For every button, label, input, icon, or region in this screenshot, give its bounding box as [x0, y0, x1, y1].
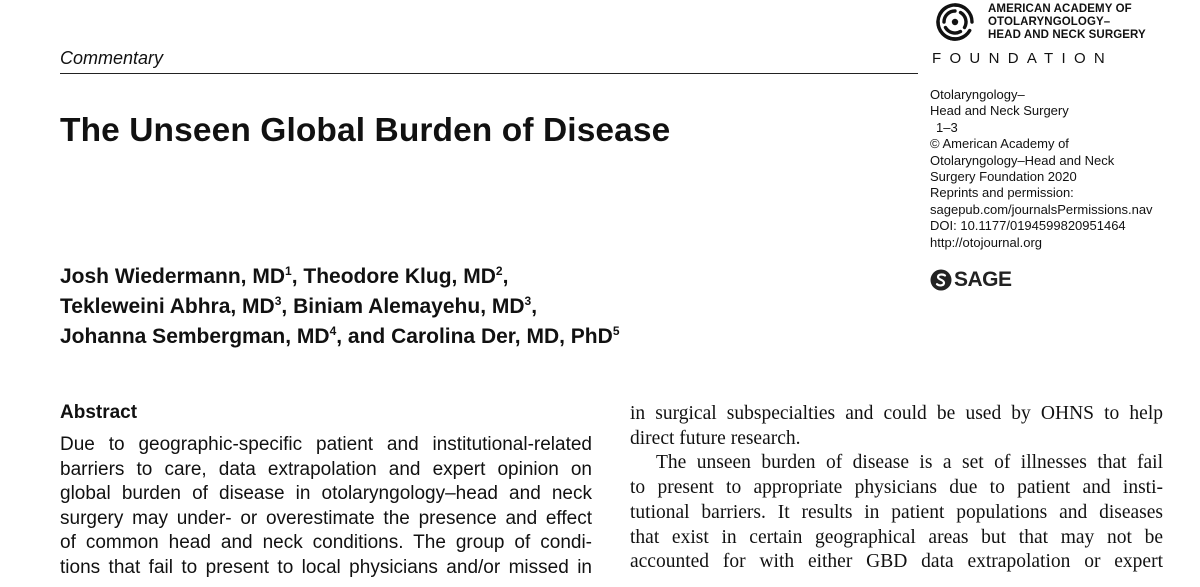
abstract-line: of common head and neck conditions. The group of condi- — [60, 532, 592, 553]
abstract-line: barriers to care, data extrapolation and expert opinion on — [60, 458, 592, 480]
author-name: Johanna Sembergman, MD — [60, 325, 330, 348]
abstract-heading: Abstract — [60, 402, 138, 423]
author-affiliation: 3 — [274, 294, 282, 308]
author-affiliation: 4 — [329, 324, 337, 338]
org-name-line: OTOLARYNGOLOGY– — [988, 16, 1111, 28]
body-line: accounted for with either GBD data extrapolation or expert — [630, 551, 1163, 573]
abstract-line: surgery may under- or overestimate the presence and effect — [60, 507, 592, 529]
author-name: Josh Wiedermann, MD — [60, 265, 286, 288]
copyright-line: Otolaryngology–Head and Neck — [930, 152, 1115, 168]
permissions-link[interactable]: sagepub.com/journalsPermissions.nav — [930, 201, 1153, 217]
body-line: The unseen burden of disease is a set of illnesses that fail — [656, 452, 1163, 474]
author-name: Tekleweini Abhra, MD — [60, 295, 275, 318]
author-name: Carolina Der, MD, PhD — [391, 325, 613, 348]
copyright-line: Surgery Foundation 2020 — [930, 169, 1077, 185]
author-line: Johanna Sembergman, $MD^4$, and Carolina Der, MD, PhD$^5$ — [60, 324, 620, 348]
body-line: that exist in certain geographical areas but that may not be — [630, 526, 1163, 548]
foundation-wordmark: FOUNDATION — [932, 50, 1114, 67]
abstract-text — [60, 433, 592, 580]
author-name: Biniam Alemayehu, MD — [293, 295, 525, 318]
organization-name — [988, 3, 1198, 42]
body-line: tutional barriers. It results in patient populations and diseases — [630, 501, 1163, 523]
page-range: 1–3 — [936, 119, 958, 135]
body-line: to present to appropriate physicians due to patient and insti- — [630, 477, 1163, 499]
article-title: The Unseen Global Burden of Disease — [60, 112, 671, 149]
body-text-column — [630, 402, 1163, 575]
author-line: Tekleweini Abhra, $MD^3$, Biniam Alemayehu, $MD^3$, — [60, 294, 538, 318]
body-line: direct future research. — [630, 427, 801, 449]
abstract-line: Due to geographic-specific patient and institutional-related — [60, 434, 592, 455]
sage-publisher-logo — [930, 268, 1012, 292]
aao-hns-swirl-logo-icon — [930, 0, 980, 44]
sage-s-circle-icon — [930, 269, 952, 291]
copyright-line: © American Academy of — [930, 136, 1069, 152]
author-affiliation: 1 — [285, 264, 292, 278]
author-affiliation: 2 — [495, 264, 503, 278]
sage-wordmark: SAGE — [954, 268, 1012, 291]
journal-name-line: Head and Neck Surgery — [930, 103, 1069, 119]
author-list — [60, 262, 620, 352]
abstract-line: tions that fail to present to local physicians and/or missed in — [60, 556, 592, 578]
org-name-line: AMERICAN ACADEMY OF — [988, 3, 1132, 15]
header-divider — [60, 73, 918, 74]
org-name-line: HEAD AND NECK SURGERY — [988, 29, 1146, 41]
abstract-line: global burden of disease in otolaryngology–head and neck — [60, 483, 592, 504]
journal-name-line: Otolaryngology– — [930, 87, 1025, 102]
article-type-label: Commentary — [60, 48, 164, 68]
author-line: Josh Wiedermann, $MD^1$, Theodore Klug, $MD^2$, — [60, 264, 509, 288]
doi-link[interactable]: DOI: 10.1177/0194599820951464 — [930, 218, 1126, 234]
body-line: in surgical subspecialties and could be used by OHNS to help — [630, 403, 1163, 424]
author-name: Theodore Klug, MD — [303, 265, 496, 288]
author-affiliation: 5 — [612, 324, 620, 338]
reprints-label: Reprints and permission: — [930, 185, 1074, 201]
author-affiliation: 3 — [524, 294, 532, 308]
journal-url-link[interactable]: http://otojournal.org — [930, 234, 1043, 250]
journal-meta-block — [930, 87, 1190, 251]
